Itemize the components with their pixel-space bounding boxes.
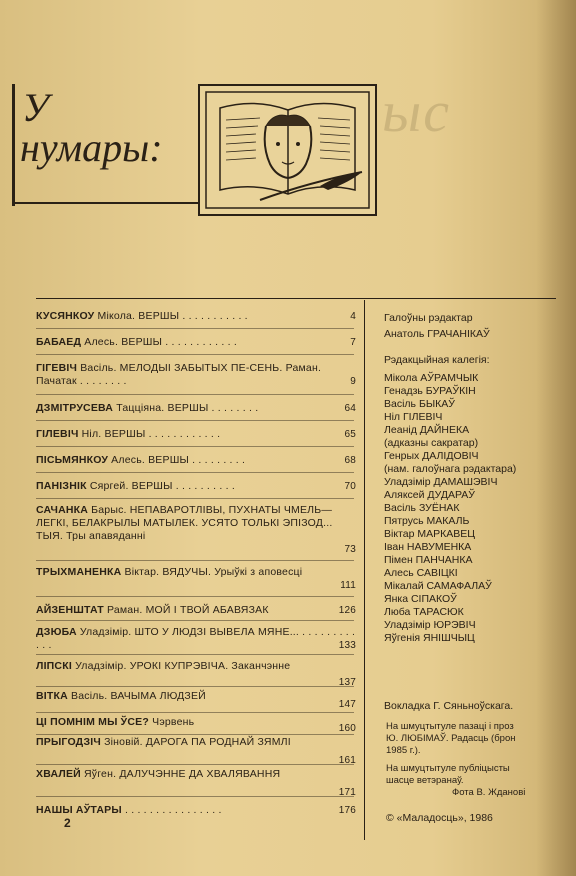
note-line: На шмуцтытуле пазаці і проз <box>386 721 514 732</box>
toc-title: Уладзімір. УРОКІ КУПРЭВІЧА. Заканчэнне <box>71 660 291 672</box>
board-member: Леанід ДАЙНЕКА <box>384 424 470 436</box>
toc-author: ГІЛЕВІЧ <box>36 428 79 440</box>
toc-title: Віктар. ВЯДУЧЫ. Урыўкі з аповесці <box>121 566 303 578</box>
copyright: © «Маладосць», 1986 <box>386 812 493 824</box>
toc-page: 147 <box>338 699 356 710</box>
toc-title: Сяргей. ВЕРШЫ . . . . . . . . . . <box>86 480 235 492</box>
toc-page: 171 <box>338 787 356 798</box>
note-line: Ю. ЛЮБІМАЎ. Радасць (брон <box>386 733 516 744</box>
toc-entry[interactable] <box>36 604 356 617</box>
toc-page: 111 <box>340 580 356 591</box>
toc-title: Алесь. ВЕРШЫ . . . . . . . . . <box>108 454 246 466</box>
toc-separator <box>36 420 354 421</box>
toc-entry[interactable] <box>36 660 356 688</box>
toc-author: ЦІ ПОМНІМ МЫ ЎСЕ? <box>36 716 150 728</box>
toc-page: 161 <box>338 755 356 766</box>
toc-separator <box>36 328 354 329</box>
board-member: Пімен ПАНЧАНКА <box>384 554 473 566</box>
board-member-role: (нам. галоўнага рэдактара) <box>384 463 517 475</box>
toc-separator <box>36 734 354 735</box>
background-title-ghost: ыс <box>382 79 452 144</box>
toc-title: Алесь. ВЕРШЫ . . . . . . . . . . . . <box>81 336 237 348</box>
toc-author: САЧАНКА <box>36 504 89 516</box>
board-member: Мікалай САМАФАЛАЎ <box>384 580 492 592</box>
toc-separator <box>36 686 354 687</box>
page-number: 2 <box>64 816 71 830</box>
board-member: Аляксей ДУДАРАЎ <box>384 489 475 501</box>
board-member: Іван НАВУМЕНКА <box>384 541 472 553</box>
note-line: 1985 г.). <box>386 745 421 756</box>
toc-page: 70 <box>344 481 356 492</box>
toc-page: 137 <box>338 677 356 688</box>
title-left-rule <box>12 84 15 206</box>
board-member: Васіль ЗУЁНАК <box>384 502 460 514</box>
toc-title: Чэрвень <box>149 716 195 728</box>
chief-editor-name: Анатоль ГРАЧАНІКАЎ <box>384 328 490 340</box>
toc-separator <box>36 796 354 797</box>
toc-separator <box>36 764 354 765</box>
toc-separator <box>36 712 354 713</box>
toc-page: 133 <box>338 640 356 651</box>
toc-title: Барыс. НЕПАВАРОТЛІВЫ, ПУХНАТЫ ЧМЕЛЬ—ЛЕГКІ, БЕЛАКРЫЛЫ МАТЫЛЕК. УСЯТО ТОЛЬКІ ЭПІЗОД... ТЫЯ. Тры апавяданні <box>36 504 333 542</box>
page-gutter-shadow <box>536 0 576 876</box>
toc-author: ХВАЛЕЙ <box>36 768 81 780</box>
editorial-board-label: Рэдакцыйная калегія: <box>384 354 490 366</box>
header-divider <box>36 298 556 299</box>
toc-separator <box>36 394 354 395</box>
toc-author: ТРЫХМАНЕНКА <box>36 566 122 578</box>
board-member: Яўгенія ЯНІШЧЫЦ <box>384 632 475 644</box>
title-line-2: нумары: <box>20 125 163 170</box>
toc-author: ВІТКА <box>36 690 68 702</box>
toc-page: 4 <box>350 311 356 322</box>
toc-title: Ніл. ВЕРШЫ . . . . . . . . . . . . <box>78 428 221 440</box>
toc-title: Мікола. ВЕРШЫ . . . . . . . . . . . <box>94 310 248 322</box>
toc-page: 126 <box>338 605 356 616</box>
toc-title: . . . . . . . . . . . . . . . . <box>121 804 222 816</box>
photo-credit: Фота В. Жданові <box>452 787 526 798</box>
toc-title: Васіль. МЕЛОДЫІ ЗАБЫТЫХ ПЕ-СЕНЬ. Раман. Пачатак . . . . . . . . <box>36 362 322 387</box>
toc-page: 68 <box>344 455 356 466</box>
title-line-1: У <box>22 85 49 130</box>
board-member: Пятрусь МАКАЛЬ <box>384 515 470 527</box>
toc-separator <box>36 498 354 499</box>
board-member: Ніл ГІЛЕВІЧ <box>384 411 443 423</box>
toc-entry[interactable] <box>36 690 356 710</box>
toc-separator <box>36 472 354 473</box>
toc-title: Уладзімір. ШТО У ЛЮДЗІ ВЫВЕЛА МЯНЕ... . . . . . . . . . . . . <box>36 626 356 651</box>
toc-separator <box>36 620 354 621</box>
board-member: Уладзімір ЮРЭВІЧ <box>384 619 476 631</box>
column-divider <box>364 300 365 840</box>
toc-entry[interactable] <box>36 768 356 798</box>
toc-page: 176 <box>338 805 356 816</box>
toc-entry[interactable] <box>36 428 356 441</box>
toc-separator <box>36 654 354 655</box>
toc-entry[interactable] <box>36 336 356 349</box>
toc-author: ДЗМІТРУСЕВА <box>36 402 114 414</box>
note-line: шасце ветэранаў. <box>386 775 464 786</box>
toc-entry[interactable] <box>36 736 356 766</box>
toc-page: 160 <box>338 723 356 734</box>
title-underline <box>14 202 198 204</box>
toc-title: Васіль. ВАЧЫМА ЛЮДЗЕЙ <box>67 690 206 702</box>
board-member: Янка СІПАКОЎ <box>384 593 457 605</box>
toc-separator <box>36 446 354 447</box>
toc-author: НАШЫ АЎТАРЫ <box>36 804 122 816</box>
cover-credit: Вокладка Г. Сяньноўскага. <box>384 700 514 712</box>
toc-author: ДЗЮБА <box>36 626 77 638</box>
toc-separator <box>36 354 354 355</box>
toc-author: ГІГЕВІЧ <box>36 362 78 374</box>
board-member: Мікола АЎРАМЧЫК <box>384 372 479 384</box>
toc-entry[interactable] <box>36 566 356 591</box>
board-member: Алесь САВІЦКІ <box>384 567 458 579</box>
board-member: Уладзімір ДАМАШЭВІЧ <box>384 476 498 488</box>
board-member: Васіль БЫКАЎ <box>384 398 455 410</box>
book-faces-emblem <box>198 84 377 216</box>
toc-author: ПРЫГОДЗІЧ <box>36 736 101 748</box>
toc-author: ПІСЬМЯНКОУ <box>36 454 109 466</box>
toc-entry[interactable] <box>36 402 356 415</box>
toc-author: ЛІПСКІ <box>36 660 72 672</box>
toc-title: Зіновій. ДАРОГА ПА РОДНАЙ ЗЯМЛІ <box>100 736 291 748</box>
toc-author: ПАНІЗНІК <box>36 480 87 492</box>
toc-title: Раман. МОЙ І ТВОЙ АБАВЯЗАК <box>103 604 269 616</box>
board-member-role: (адказны сакратар) <box>384 437 479 449</box>
board-member: Люба ТАРАСЮК <box>384 606 464 618</box>
toc-entry[interactable] <box>36 504 356 555</box>
toc-page: 73 <box>344 544 356 555</box>
toc-entry[interactable] <box>36 480 356 493</box>
toc-entry[interactable] <box>36 362 356 388</box>
toc-title: Яўген. ДАЛУЧЭННЕ ДА ХВАЛЯВАННЯ <box>80 768 281 780</box>
toc-entry[interactable] <box>36 716 356 734</box>
chief-editor-label: Галоўны рэдактар <box>384 312 473 324</box>
toc-page: 9 <box>350 376 356 387</box>
toc-entry[interactable] <box>36 626 356 652</box>
board-member: Генрых ДАЛІДОВІЧ <box>384 450 479 462</box>
note-line: На шмуцтытуле публіцысты <box>386 763 510 774</box>
toc-title: Тацціяна. ВЕРШЫ . . . . . . . . <box>113 402 259 414</box>
toc-author: БАБАЕД <box>36 336 82 348</box>
toc-author: КУСЯНКОУ <box>36 310 95 322</box>
toc-page: 7 <box>350 337 356 348</box>
toc-page: 65 <box>344 429 356 440</box>
toc-separator <box>36 596 354 597</box>
toc-entry[interactable] <box>36 804 356 817</box>
emblem-illustration <box>200 86 375 214</box>
board-member: Віктар МАРКАВЕЦ <box>384 528 475 540</box>
toc-separator <box>36 560 354 561</box>
toc-entry[interactable] <box>36 310 356 323</box>
toc-page: 64 <box>344 403 356 414</box>
toc-author: АЙЗЕНШТАТ <box>36 604 104 616</box>
toc-entry[interactable] <box>36 454 356 467</box>
page-title <box>20 85 163 170</box>
board-member: Генадзь БУРАЎКІН <box>384 385 476 397</box>
